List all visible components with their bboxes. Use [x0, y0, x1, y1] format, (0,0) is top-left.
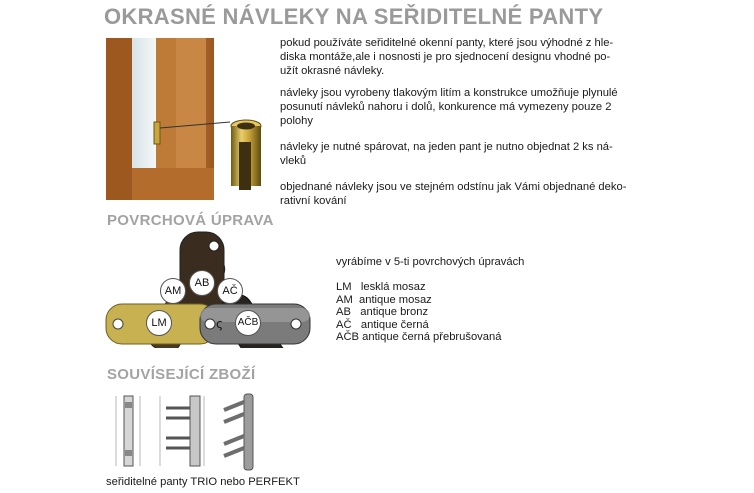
- finish-item: AČB antique černá přebrušovaná: [336, 331, 502, 343]
- finish-badge-lm: LM: [146, 310, 172, 336]
- finish-badge-acb: AČB: [235, 310, 261, 336]
- finish-item: AČ antique černá: [336, 318, 429, 331]
- hinge-drawing-side: [156, 392, 218, 470]
- hinge-3d-image: [220, 392, 264, 472]
- description-paragraph-1: pokud používáte seřiditelné okenní panty, které jsou výhodné z hle- diska montáže,ale i nosnosti je pro sjednocení designu vhodné po- užít okrasné návleky.: [280, 37, 614, 77]
- finish-badge-ab: AB: [189, 270, 215, 296]
- finishes-intro: vyrábíme v 5-ti povrchových úpravách: [336, 256, 525, 268]
- page-title: OKRASNÉ NÁVLEKY NA SEŘIDITELNÉ PANTY: [104, 4, 604, 29]
- svg-text:ς: ς: [216, 317, 224, 331]
- related-products-caption: seřiditelné panty TRIO nebo PERFEKT: [106, 476, 300, 488]
- finish-item: AB antique bronz: [336, 306, 429, 318]
- finish-samples-image: [104, 226, 314, 348]
- window-hinge-photo: [106, 38, 274, 200]
- finish-badge-am: AM: [160, 278, 186, 304]
- surface-finish-heading: POVRCHOVÁ ÚPRAVA: [107, 212, 274, 229]
- hinge-drawing-front: [112, 392, 146, 470]
- finish-item: AM antique mosaz: [336, 293, 432, 306]
- description-paragraph-2: návleky jsou vyrobeny tlakovým litím a konstrukce umožňuje plynulé posunutí návleků nahoru i dolů, konkurence má vymezeny pouze 2 polohy: [280, 87, 618, 127]
- description-paragraph-4: objednané návleky jsou ve stejném odstínu jak Vámi objednané deko- rativní kování: [280, 181, 627, 207]
- finish-badge-ac: AČ: [217, 278, 243, 304]
- description-paragraph-3: návleky je nutné spárovat, na jeden pant je nutno objednat 2 ks ná- vleků: [280, 141, 613, 167]
- related-products-heading: SOUVÍSEJÍCÍ ZBOŽÍ: [107, 366, 256, 383]
- finish-item: LM lesklá mosaz: [336, 281, 426, 293]
- finishes-list: [336, 281, 501, 344]
